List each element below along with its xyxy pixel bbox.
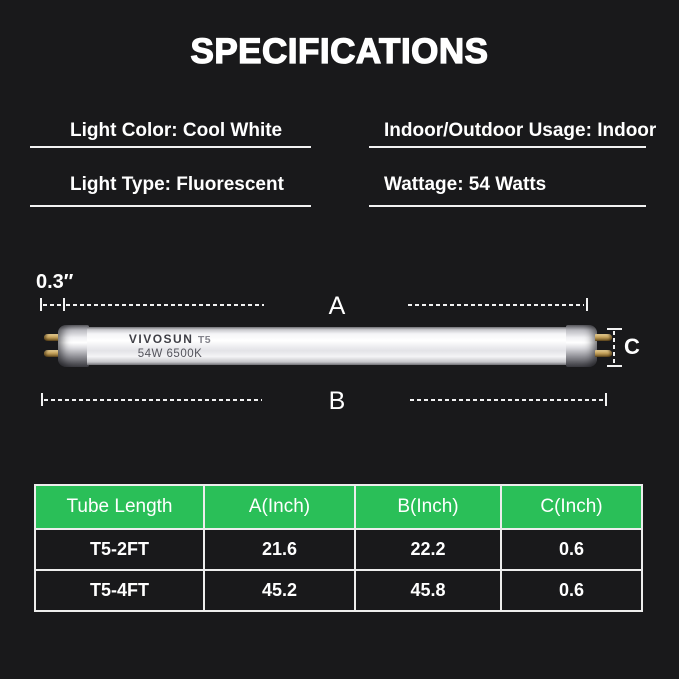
table-cell: 0.6: [501, 529, 642, 570]
dim-tick: [40, 298, 42, 311]
dim-c-label: C: [624, 334, 640, 359]
dim-a-label: A: [328, 292, 346, 320]
dim-b-line-left: [44, 399, 262, 401]
table-cell: 21.6: [204, 529, 355, 570]
spec-usage: Indoor/Outdoor Usage: Indoor: [384, 120, 657, 141]
tube-brand: VIVOSUN: [128, 332, 194, 346]
dimensions-table: [34, 484, 643, 612]
divider: [369, 146, 646, 148]
tube-model: T5: [197, 334, 212, 346]
table-header-cell: C(Inch): [501, 485, 642, 529]
tube-end-cap: [58, 325, 89, 367]
dim-a-line-left: [66, 304, 264, 306]
divider: [30, 205, 311, 207]
spec-light-type: Light Type: Fluorescent: [70, 174, 284, 195]
dim-tick: [607, 328, 622, 330]
tube-spec-text: 54W 6500K: [137, 348, 203, 360]
dim-tick: [586, 298, 588, 311]
divider: [30, 146, 311, 148]
table-cell: 0.6: [501, 570, 642, 611]
table-header-cell: A(Inch): [204, 485, 355, 529]
dim-tick: [63, 298, 65, 311]
tube-end-cap: [566, 325, 597, 367]
page-title: SPECIFICATIONS: [190, 32, 489, 71]
dim-b-label: B: [328, 387, 346, 415]
tube-printed-label: [105, 332, 235, 361]
table-cell: 45.8: [355, 570, 501, 611]
divider: [369, 205, 646, 207]
tube-pin: [595, 334, 612, 341]
table-header-cell: B(Inch): [355, 485, 501, 529]
dim-tick: [605, 393, 607, 406]
dim-c-line: [613, 331, 615, 365]
dim-tick: [41, 393, 43, 406]
spec-wattage: Wattage: 54 Watts: [384, 174, 547, 195]
table-header-row: [35, 485, 642, 529]
table-cell: 45.2: [204, 570, 355, 611]
dim-a-line-right: [408, 304, 584, 306]
dim-line-segment: [43, 304, 63, 306]
dim-b-line-right: [410, 399, 604, 401]
tube-pin: [595, 350, 612, 357]
pin-length-label: 0.3″: [36, 271, 74, 293]
table-row: [35, 570, 642, 611]
dim-tick: [607, 365, 622, 367]
spec-light-color: Light Color: Cool White: [70, 120, 283, 141]
table-header-cell: Tube Length: [35, 485, 204, 529]
table-cell: T5-4FT: [35, 570, 204, 611]
table-row: [35, 529, 642, 570]
table-cell: 22.2: [355, 529, 501, 570]
table-cell: T5-2FT: [35, 529, 204, 570]
